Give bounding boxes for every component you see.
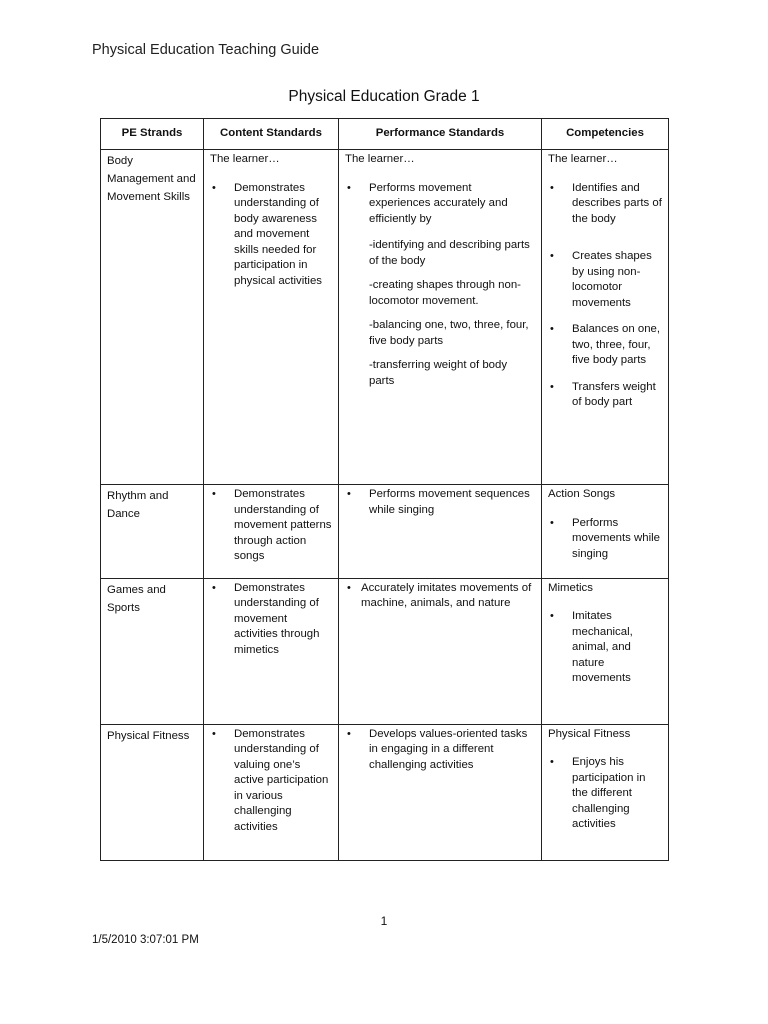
content-standards-cell [204, 150, 339, 485]
list-item-text: Demonstrates understanding of body awareness and movement skills needed for participation in physical activities [234, 181, 322, 287]
performance-standards-cell [339, 724, 542, 860]
bullet-icon: • [212, 727, 216, 740]
competencies-cell [542, 150, 669, 485]
strand-label: Physical Fitness [107, 729, 190, 742]
list-item-text: Creates shapes by using non-locomotor movements [572, 250, 652, 309]
list-item [345, 181, 535, 228]
performance-standards-cell [339, 485, 542, 579]
content-standards-cell [204, 578, 339, 724]
list-item [548, 516, 662, 563]
list-item-text: Accurately imitates movements of machine, animals, and nature [361, 581, 532, 609]
performance-standards-cell [339, 578, 542, 724]
strand-label: Body Management and Movement Skills [107, 155, 196, 203]
standards-table [100, 118, 669, 861]
list-item [548, 380, 662, 411]
list-item-text: Performs movement experiences accurately and efficiently by [369, 181, 508, 225]
bullet-icon: • [347, 727, 351, 740]
page-header-title: Physical Education Teaching Guide [92, 42, 320, 58]
bullet-icon: • [550, 323, 554, 335]
cell-lead-text: Physical Fitness [548, 727, 631, 740]
strand-cell [101, 724, 204, 860]
column-header-content-standards: Content Standards [204, 119, 339, 150]
bullet-icon: • [347, 181, 351, 194]
competencies-cell [542, 578, 669, 724]
bullet-icon: • [347, 488, 351, 500]
competencies-cell [542, 724, 669, 860]
strand-cell [101, 578, 204, 724]
sub-item-text: -identifying and describing parts of the body [369, 239, 530, 267]
column-header-competencies: Competencies [542, 119, 669, 150]
column-header-strands: PE Strands [101, 119, 204, 150]
list-item-text: Balances on one, two, three, four, five body parts [572, 323, 661, 366]
page-number: 1 [380, 914, 388, 928]
list-item [548, 181, 662, 228]
column-header-performance-standards: Performance Standards [339, 119, 542, 150]
cell-lead-text: Mimetics [548, 581, 593, 594]
list-item-text: Demonstrates understanding of movement patterns through action songs [234, 488, 332, 562]
bullet-icon: • [550, 756, 554, 768]
list-item-text: Develops values-oriented tasks in engaging in a different challenging activities [369, 727, 528, 771]
bullet-icon: • [550, 610, 554, 622]
print-timestamp: 1/5/2010 3:07:01 PM [92, 934, 199, 946]
sub-item-text: -balancing one, two, three, four, five body parts [369, 319, 529, 347]
bullet-icon: • [347, 581, 351, 594]
list-item-text: Transfers weight of body part [572, 380, 656, 408]
cell-lead-text: Action Songs [548, 488, 616, 500]
list-item [548, 755, 662, 833]
bullet-icon: • [550, 250, 554, 262]
table-row [101, 578, 669, 724]
bullet-icon: • [550, 380, 554, 393]
competencies-cell [542, 485, 669, 579]
strand-cell [101, 150, 204, 485]
list-item [548, 609, 662, 687]
list-item [345, 727, 535, 774]
sub-item-text: -creating shapes through non-locomotor movement. [369, 279, 521, 307]
strand-label: Rhythm and Dance [107, 490, 169, 520]
bullet-icon: • [212, 581, 216, 594]
bullet-icon: • [550, 181, 554, 194]
list-item [548, 249, 662, 311]
list-item [345, 487, 535, 518]
list-item-text: Demonstrates understanding of valuing one’s active participation in various challenging activities [234, 727, 329, 833]
list-item [345, 581, 535, 612]
list-item [210, 181, 332, 290]
content-standards-cell [204, 485, 339, 579]
list-item-text: Performs movements while singing [572, 516, 660, 560]
list-item-text: Enjoys his participation in the different challenging activities [572, 756, 646, 830]
bullet-icon: • [550, 516, 554, 529]
list-item [210, 487, 332, 565]
sub-item-text: -transferring weight of body parts [369, 359, 508, 387]
list-item-text: Performs movement sequences while singing [369, 488, 530, 516]
bullet-icon: • [212, 488, 216, 500]
strand-label: Games and Sports [107, 583, 166, 614]
bullet-icon: • [212, 181, 216, 194]
performance-standards-cell [339, 150, 542, 485]
list-item [548, 322, 662, 369]
strand-cell [101, 485, 204, 579]
table-row [101, 150, 669, 485]
list-item [210, 727, 332, 836]
list-item [210, 581, 332, 659]
table-header-row [101, 119, 669, 150]
cell-lead-text: The learner… [210, 153, 280, 165]
document-title: Physical Education Grade 1 [288, 88, 480, 105]
cell-lead-text: The learner… [345, 153, 415, 165]
table-row [101, 485, 669, 579]
content-standards-cell [204, 724, 339, 860]
table-row [101, 724, 669, 860]
list-item-text: Identifies and describes parts of the body [572, 181, 662, 225]
cell-lead-text: The learner… [548, 153, 618, 165]
list-item-text: Imitates mechanical, animal, and nature movements [572, 610, 633, 684]
list-item-text: Demonstrates understanding of movement activities through mimetics [234, 581, 320, 656]
